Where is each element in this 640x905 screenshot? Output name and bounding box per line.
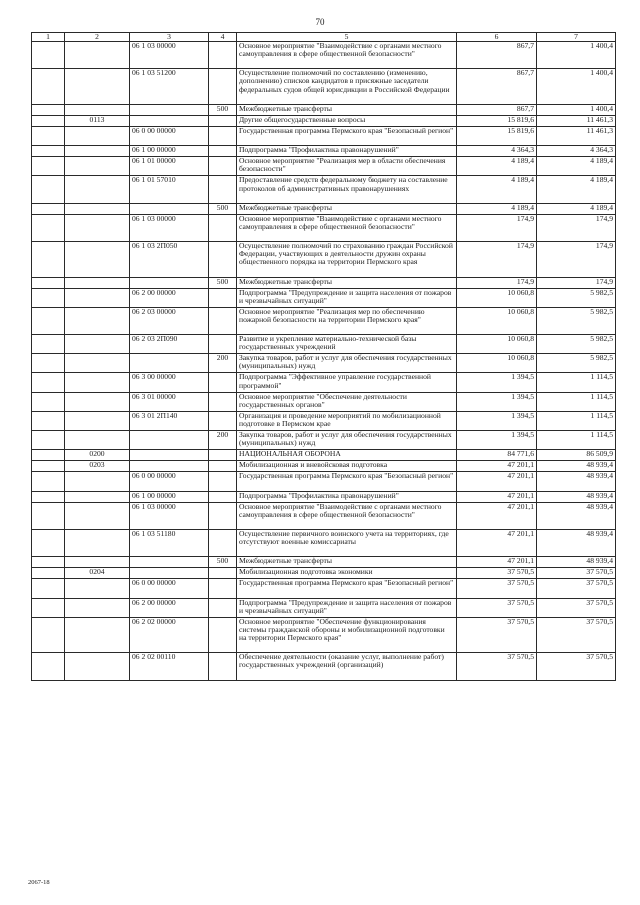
cell-c5: Подпрограмма "Предупреждение и защита населения от пожаров и чрезвычайных ситуаций" <box>237 288 457 307</box>
cell-c4 <box>209 653 237 680</box>
cell-c6: 4 189,4 <box>457 157 537 176</box>
cell-c1 <box>32 653 65 680</box>
cell-c5: Подпрограмма "Предупреждение и защита населения от пожаров и чрезвычайных ситуаций" <box>237 598 457 617</box>
table-row <box>32 354 616 373</box>
cell-c4 <box>209 373 237 392</box>
cell-c3 <box>130 277 209 288</box>
cell-c4 <box>209 157 237 176</box>
cell-c2 <box>65 617 130 652</box>
cell-c1 <box>32 411 65 430</box>
cell-c2: 0200 <box>65 450 130 461</box>
cell-c6: 37 570,5 <box>457 617 537 652</box>
cell-c7: 37 570,5 <box>537 579 616 598</box>
cell-c1 <box>32 491 65 502</box>
table-row <box>32 529 616 556</box>
cell-c6: 10 060,8 <box>457 307 537 334</box>
cell-c3: 06 1 00 00000 <box>130 491 209 502</box>
cell-c3 <box>130 461 209 472</box>
cell-c6: 1 394,5 <box>457 411 537 430</box>
cell-c3: 06 1 01 57010 <box>130 176 209 203</box>
cell-c3: 06 0 00 00000 <box>130 472 209 491</box>
cell-c7: 4 189,4 <box>537 176 616 203</box>
cell-c5: Обеспечение деятельности (оказание услуг, выполнение работ) государственных учреждений (организаций) <box>237 653 457 680</box>
cell-c5: Закупка товаров, работ и услуг для обеспечения государственных (муниципальных) нужд <box>237 431 457 450</box>
col-header-6: 6 <box>457 33 537 42</box>
cell-c6: 15 819,6 <box>457 126 537 145</box>
cell-c5: Подпрограмма "Профилактика правонарушений" <box>237 146 457 157</box>
cell-c7: 1 114,5 <box>537 431 616 450</box>
cell-c6: 174,9 <box>457 214 537 241</box>
cell-c5: Подпрограмма "Эффективное управление государственной программой" <box>237 373 457 392</box>
cell-c4 <box>209 568 237 579</box>
cell-c6: 4 364,3 <box>457 146 537 157</box>
cell-c7: 5 982,5 <box>537 288 616 307</box>
col-header-4: 4 <box>209 33 237 42</box>
cell-c7: 5 982,5 <box>537 335 616 354</box>
table-row <box>32 203 616 214</box>
cell-c4 <box>209 69 237 104</box>
cell-c1 <box>32 450 65 461</box>
cell-c2 <box>65 472 130 491</box>
cell-c3 <box>130 203 209 214</box>
table-row <box>32 392 616 411</box>
cell-c7: 48 939,4 <box>537 502 616 529</box>
cell-c3 <box>130 354 209 373</box>
cell-c2 <box>65 242 130 277</box>
cell-c7: 48 939,4 <box>537 461 616 472</box>
cell-c3: 06 3 01 00000 <box>130 392 209 411</box>
cell-c3: 06 1 03 00000 <box>130 42 209 69</box>
cell-c6: 1 394,5 <box>457 431 537 450</box>
cell-c1 <box>32 557 65 568</box>
table-row <box>32 472 616 491</box>
col-header-5: 5 <box>237 33 457 42</box>
table-row <box>32 307 616 334</box>
cell-c3 <box>130 115 209 126</box>
cell-c5: Мобилизационная подготовка экономики <box>237 568 457 579</box>
table-row <box>32 277 616 288</box>
cell-c3: 06 3 00 00000 <box>130 373 209 392</box>
cell-c6: 867,7 <box>457 42 537 69</box>
cell-c5: Предоставление средств федеральному бюджету на составление протоколов об административных правонарушениях <box>237 176 457 203</box>
cell-c2 <box>65 579 130 598</box>
table-header-row <box>32 33 616 42</box>
cell-c5: Основное мероприятие "Взаимодействие с органами местного самоуправления в сфере общественной безопасности" <box>237 214 457 241</box>
cell-c2 <box>65 157 130 176</box>
cell-c5: Другие общегосударственные вопросы <box>237 115 457 126</box>
cell-c5: Основное мероприятие "Обеспечение функционирования системы гражданской обороны и мобилизационной подготовки на территории Пермского края" <box>237 617 457 652</box>
cell-c4 <box>209 502 237 529</box>
cell-c2 <box>65 69 130 104</box>
cell-c4 <box>209 617 237 652</box>
cell-c6: 47 201,1 <box>457 461 537 472</box>
cell-c7: 48 939,4 <box>537 557 616 568</box>
col-header-2: 2 <box>65 33 130 42</box>
cell-c4: 500 <box>209 203 237 214</box>
cell-c6: 37 570,5 <box>457 653 537 680</box>
cell-c2 <box>65 354 130 373</box>
cell-c1 <box>32 104 65 115</box>
cell-c6: 47 201,1 <box>457 491 537 502</box>
cell-c1 <box>32 529 65 556</box>
cell-c5: Осуществление первичного воинского учета на территориях, где отсутствуют военные комиссариаты <box>237 529 457 556</box>
cell-c2 <box>65 557 130 568</box>
cell-c5: Основное мероприятие "Реализация мер по обеспечению пожарной безопасности на территории Пермского края" <box>237 307 457 334</box>
cell-c1 <box>32 288 65 307</box>
table-body <box>32 33 616 681</box>
cell-c7: 11 461,3 <box>537 126 616 145</box>
cell-c4 <box>209 579 237 598</box>
cell-c3 <box>130 104 209 115</box>
cell-c1 <box>32 176 65 203</box>
cell-c5: Основное мероприятие "Взаимодействие с органами местного самоуправления в сфере общественной безопасности" <box>237 42 457 69</box>
table-row <box>32 617 616 652</box>
table-row <box>32 491 616 502</box>
cell-c7: 174,9 <box>537 277 616 288</box>
cell-c3: 06 1 03 51200 <box>130 69 209 104</box>
cell-c7: 48 939,4 <box>537 529 616 556</box>
table-row <box>32 42 616 69</box>
cell-c1 <box>32 431 65 450</box>
cell-c5: Мобилизационная и вневойсковая подготовка <box>237 461 457 472</box>
cell-c7: 4 364,3 <box>537 146 616 157</box>
cell-c4 <box>209 491 237 502</box>
cell-c4 <box>209 42 237 69</box>
cell-c5: Основное мероприятие "Реализация мер в области обеспечения безопасности" <box>237 157 457 176</box>
cell-c2 <box>65 335 130 354</box>
cell-c1 <box>32 579 65 598</box>
cell-c2 <box>65 176 130 203</box>
cell-c2 <box>65 126 130 145</box>
cell-c6: 174,9 <box>457 242 537 277</box>
table-row <box>32 335 616 354</box>
cell-c1 <box>32 373 65 392</box>
cell-c6: 4 189,4 <box>457 203 537 214</box>
cell-c1 <box>32 307 65 334</box>
table-row <box>32 176 616 203</box>
cell-c7: 1 400,4 <box>537 42 616 69</box>
table-row <box>32 242 616 277</box>
table-row <box>32 598 616 617</box>
cell-c4 <box>209 307 237 334</box>
table-row <box>32 450 616 461</box>
cell-c1 <box>32 354 65 373</box>
cell-c4 <box>209 214 237 241</box>
cell-c7: 11 461,3 <box>537 115 616 126</box>
cell-c3 <box>130 568 209 579</box>
table-row <box>32 502 616 529</box>
cell-c4 <box>209 115 237 126</box>
cell-c2: 0203 <box>65 461 130 472</box>
cell-c5: Межбюджетные трансферты <box>237 557 457 568</box>
cell-c4: 500 <box>209 277 237 288</box>
cell-c3: 06 2 00 00000 <box>130 598 209 617</box>
cell-c4 <box>209 598 237 617</box>
cell-c7: 5 982,5 <box>537 307 616 334</box>
cell-c5: Межбюджетные трансферты <box>237 104 457 115</box>
cell-c1 <box>32 146 65 157</box>
cell-c7: 48 939,4 <box>537 472 616 491</box>
cell-c1 <box>32 42 65 69</box>
cell-c3: 06 3 01 2П140 <box>130 411 209 430</box>
cell-c7: 4 189,4 <box>537 157 616 176</box>
cell-c5: Организация и проведение мероприятий по мобилизационной подготовке в Пермском крае <box>237 411 457 430</box>
cell-c1 <box>32 157 65 176</box>
cell-c2 <box>65 203 130 214</box>
cell-c4 <box>209 461 237 472</box>
cell-c4 <box>209 126 237 145</box>
cell-c7: 1 114,5 <box>537 411 616 430</box>
cell-c1 <box>32 242 65 277</box>
cell-c3 <box>130 557 209 568</box>
cell-c4 <box>209 450 237 461</box>
budget-table <box>31 32 616 681</box>
cell-c1 <box>32 277 65 288</box>
cell-c5: Закупка товаров, работ и услуг для обеспечения государственных (муниципальных) нужд <box>237 354 457 373</box>
cell-c3: 06 2 03 2П090 <box>130 335 209 354</box>
cell-c2 <box>65 104 130 115</box>
cell-c6: 37 570,5 <box>457 598 537 617</box>
cell-c5: Развитие и укрепление материально-технической базы государственных учреждений <box>237 335 457 354</box>
table-row <box>32 653 616 680</box>
table-row <box>32 288 616 307</box>
cell-c5: Осуществление полномочий по составлению (изменению, дополнению) списков кандидатов в присяжные заседатели федеральных судов общей юрисдикции в Российской Федерации <box>237 69 457 104</box>
cell-c7: 5 982,5 <box>537 354 616 373</box>
cell-c6: 10 060,8 <box>457 335 537 354</box>
cell-c6: 174,9 <box>457 277 537 288</box>
cell-c5: Государственная программа Пермского края "Безопасный регион" <box>237 472 457 491</box>
cell-c4: 200 <box>209 431 237 450</box>
cell-c1 <box>32 617 65 652</box>
cell-c5: Межбюджетные трансферты <box>237 203 457 214</box>
table-row <box>32 557 616 568</box>
cell-c1 <box>32 568 65 579</box>
table-row <box>32 146 616 157</box>
cell-c2: 0113 <box>65 115 130 126</box>
cell-c4: 500 <box>209 104 237 115</box>
cell-c2: 0204 <box>65 568 130 579</box>
cell-c3: 06 1 00 00000 <box>130 146 209 157</box>
cell-c4: 200 <box>209 354 237 373</box>
cell-c6: 1 394,5 <box>457 373 537 392</box>
cell-c3: 06 2 03 00000 <box>130 307 209 334</box>
cell-c2 <box>65 411 130 430</box>
col-header-3: 3 <box>130 33 209 42</box>
cell-c7: 1 114,5 <box>537 373 616 392</box>
cell-c4 <box>209 146 237 157</box>
cell-c3: 06 0 00 00000 <box>130 579 209 598</box>
cell-c7: 86 509,9 <box>537 450 616 461</box>
table-row <box>32 373 616 392</box>
table-row <box>32 157 616 176</box>
cell-c5: Подпрограмма "Профилактика правонарушений" <box>237 491 457 502</box>
cell-c1 <box>32 335 65 354</box>
table-row <box>32 214 616 241</box>
cell-c6: 47 201,1 <box>457 472 537 491</box>
cell-c1 <box>32 598 65 617</box>
cell-c3: 06 1 03 2П050 <box>130 242 209 277</box>
cell-c2 <box>65 653 130 680</box>
cell-c3: 06 2 02 00110 <box>130 653 209 680</box>
cell-c7: 48 939,4 <box>537 491 616 502</box>
cell-c2 <box>65 373 130 392</box>
cell-c6: 47 201,1 <box>457 502 537 529</box>
cell-c1 <box>32 472 65 491</box>
cell-c3: 06 2 02 00000 <box>130 617 209 652</box>
cell-c6: 47 201,1 <box>457 557 537 568</box>
cell-c2 <box>65 598 130 617</box>
table-row <box>32 115 616 126</box>
cell-c6: 37 570,5 <box>457 579 537 598</box>
cell-c4 <box>209 242 237 277</box>
cell-c2 <box>65 307 130 334</box>
cell-c2 <box>65 42 130 69</box>
cell-c5: НАЦИОНАЛЬНАЯ ОБОРОНА <box>237 450 457 461</box>
cell-c4 <box>209 411 237 430</box>
page-number: 70 <box>315 17 325 27</box>
cell-c4: 500 <box>209 557 237 568</box>
table-row <box>32 579 616 598</box>
cell-c5: Основное мероприятие "Обеспечение деятельности государственных органов" <box>237 392 457 411</box>
cell-c7: 1 114,5 <box>537 392 616 411</box>
cell-c3 <box>130 450 209 461</box>
cell-c1 <box>32 203 65 214</box>
cell-c7: 1 400,4 <box>537 104 616 115</box>
cell-c6: 47 201,1 <box>457 529 537 556</box>
cell-c2 <box>65 431 130 450</box>
footer-code: 2067-18 <box>28 879 50 886</box>
cell-c7: 37 570,5 <box>537 653 616 680</box>
cell-c3: 06 0 00 00000 <box>130 126 209 145</box>
cell-c2 <box>65 146 130 157</box>
cell-c2 <box>65 491 130 502</box>
table-row <box>32 431 616 450</box>
cell-c7: 37 570,5 <box>537 568 616 579</box>
table-row <box>32 411 616 430</box>
cell-c4 <box>209 335 237 354</box>
cell-c7: 174,9 <box>537 242 616 277</box>
cell-c7: 37 570,5 <box>537 598 616 617</box>
table-row <box>32 69 616 104</box>
cell-c5: Основное мероприятие "Взаимодействие с органами местного самоуправления в сфере общественной безопасности" <box>237 502 457 529</box>
table-row <box>32 104 616 115</box>
cell-c1 <box>32 392 65 411</box>
cell-c3 <box>130 431 209 450</box>
cell-c2 <box>65 502 130 529</box>
cell-c4 <box>209 176 237 203</box>
cell-c7: 37 570,5 <box>537 617 616 652</box>
cell-c5: Осуществление полномочий по страхованию граждан Российской Федерации, участвующих в деятельности дружин охраны общественного порядка на территории Пермского края <box>237 242 457 277</box>
cell-c6: 10 060,8 <box>457 354 537 373</box>
table-row <box>32 126 616 145</box>
cell-c2 <box>65 392 130 411</box>
cell-c2 <box>65 288 130 307</box>
cell-c3: 06 1 03 00000 <box>130 214 209 241</box>
cell-c4 <box>209 472 237 491</box>
cell-c7: 174,9 <box>537 214 616 241</box>
cell-c4 <box>209 392 237 411</box>
cell-c1 <box>32 126 65 145</box>
cell-c6: 1 394,5 <box>457 392 537 411</box>
cell-c6: 84 771,6 <box>457 450 537 461</box>
col-header-1: 1 <box>32 33 65 42</box>
cell-c6: 37 570,5 <box>457 568 537 579</box>
cell-c5: Государственная программа Пермского края "Безопасный регион" <box>237 126 457 145</box>
cell-c1 <box>32 69 65 104</box>
table-row <box>32 568 616 579</box>
cell-c6: 4 189,4 <box>457 176 537 203</box>
cell-c4 <box>209 529 237 556</box>
cell-c3: 06 2 00 00000 <box>130 288 209 307</box>
cell-c4 <box>209 288 237 307</box>
table-row <box>32 461 616 472</box>
cell-c6: 10 060,8 <box>457 288 537 307</box>
cell-c5: Межбюджетные трансферты <box>237 277 457 288</box>
cell-c7: 1 400,4 <box>537 69 616 104</box>
cell-c6: 867,7 <box>457 104 537 115</box>
col-header-7: 7 <box>537 33 616 42</box>
cell-c1 <box>32 461 65 472</box>
cell-c6: 867,7 <box>457 69 537 104</box>
cell-c3: 06 1 01 00000 <box>130 157 209 176</box>
cell-c7: 4 189,4 <box>537 203 616 214</box>
cell-c5: Государственная программа Пермского края "Безопасный регион" <box>237 579 457 598</box>
cell-c3: 06 1 03 51180 <box>130 529 209 556</box>
cell-c2 <box>65 277 130 288</box>
cell-c6: 15 819,6 <box>457 115 537 126</box>
cell-c1 <box>32 214 65 241</box>
cell-c2 <box>65 214 130 241</box>
cell-c1 <box>32 502 65 529</box>
cell-c1 <box>32 115 65 126</box>
cell-c2 <box>65 529 130 556</box>
cell-c3: 06 1 03 00000 <box>130 502 209 529</box>
